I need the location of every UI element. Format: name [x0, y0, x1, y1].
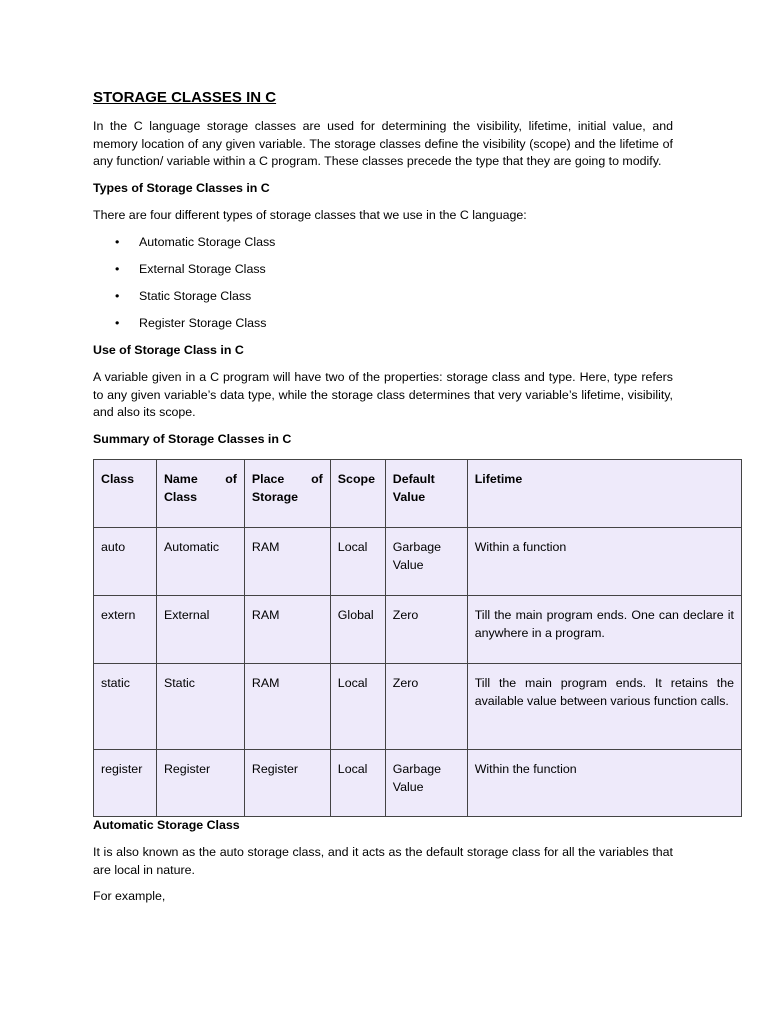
types-heading: Types of Storage Classes in C [93, 180, 270, 195]
table-cell: auto [94, 528, 157, 596]
header-cell: Place of Storage [244, 460, 330, 528]
header-cell: Class [94, 460, 157, 528]
table-cell: register [94, 750, 157, 817]
auto-section [93, 817, 673, 906]
table-cell: Within a function [467, 528, 741, 596]
header-cell: Name of Class [156, 460, 244, 528]
summary-heading: Summary of Storage Classes in C [93, 431, 292, 446]
table-cell: Garbage Value [385, 750, 467, 817]
use-heading: Use of Storage Class in C [93, 342, 244, 357]
table-cell: RAM [244, 596, 330, 664]
table-cell: Garbage Value [385, 528, 467, 596]
types-list [93, 234, 673, 333]
list-item: • External Storage Class [139, 261, 673, 279]
table-header-row [94, 460, 742, 528]
table-cell: Local [330, 664, 385, 750]
table-row [94, 664, 742, 750]
table-cell: Local [330, 528, 385, 596]
table-cell: RAM [244, 664, 330, 750]
use-paragraph: A variable given in a C program will have two of the properties: storage class and type. Here, type refers to any given variable’s data type, while the storage class determines that very variable’s lifetime, visibility, and also its scope. [93, 370, 673, 419]
table-row [94, 750, 742, 817]
header-cell: Scope [330, 460, 385, 528]
list-item: • Register Storage Class [139, 315, 673, 333]
table-cell: Zero [385, 596, 467, 664]
table-cell: Within the function [467, 750, 741, 817]
types-intro: There are four different types of storage classes that we use in the C language: [93, 208, 527, 222]
auto-heading: Automatic Storage Class [93, 818, 240, 832]
table-cell: Global [330, 596, 385, 664]
intro-paragraph: In the C language storage classes are used for determining the visibility, lifetime, initial value, and memory location of any given variable. The storage classes define the visibility (scope) and the lifetime of any function/ variable within a C program. These classes precede the type that they are going to modify. [93, 119, 673, 168]
header-cell: Default Value [385, 460, 467, 528]
list-item: • Automatic Storage Class [139, 234, 673, 252]
list-item: • Static Storage Class [139, 288, 673, 306]
table-cell: RAM [244, 528, 330, 596]
table-cell: static [94, 664, 157, 750]
table-cell: Till the main program ends. It retains the available value between various function calls. [467, 664, 741, 750]
table-cell: Local [330, 750, 385, 817]
table-cell: Register [156, 750, 244, 817]
example-text: For example, [93, 889, 166, 903]
table-row [94, 528, 742, 596]
table-cell: Automatic [156, 528, 244, 596]
auto-paragraph: It is also known as the auto storage class, and it acts as the default storage class for all the variables that are local in nature. [93, 845, 673, 877]
table-cell: extern [94, 596, 157, 664]
table-cell: Register [244, 750, 330, 817]
table-cell: Till the main program ends. One can declare it anywhere in a program. [467, 596, 741, 664]
page-title: STORAGE CLASSES IN C [93, 89, 277, 106]
table-cell: Zero [385, 664, 467, 750]
summary-table [93, 459, 742, 817]
header-cell: Lifetime [467, 460, 741, 528]
table-cell: Static [156, 664, 244, 750]
table-cell: External [156, 596, 244, 664]
table-row [94, 596, 742, 664]
